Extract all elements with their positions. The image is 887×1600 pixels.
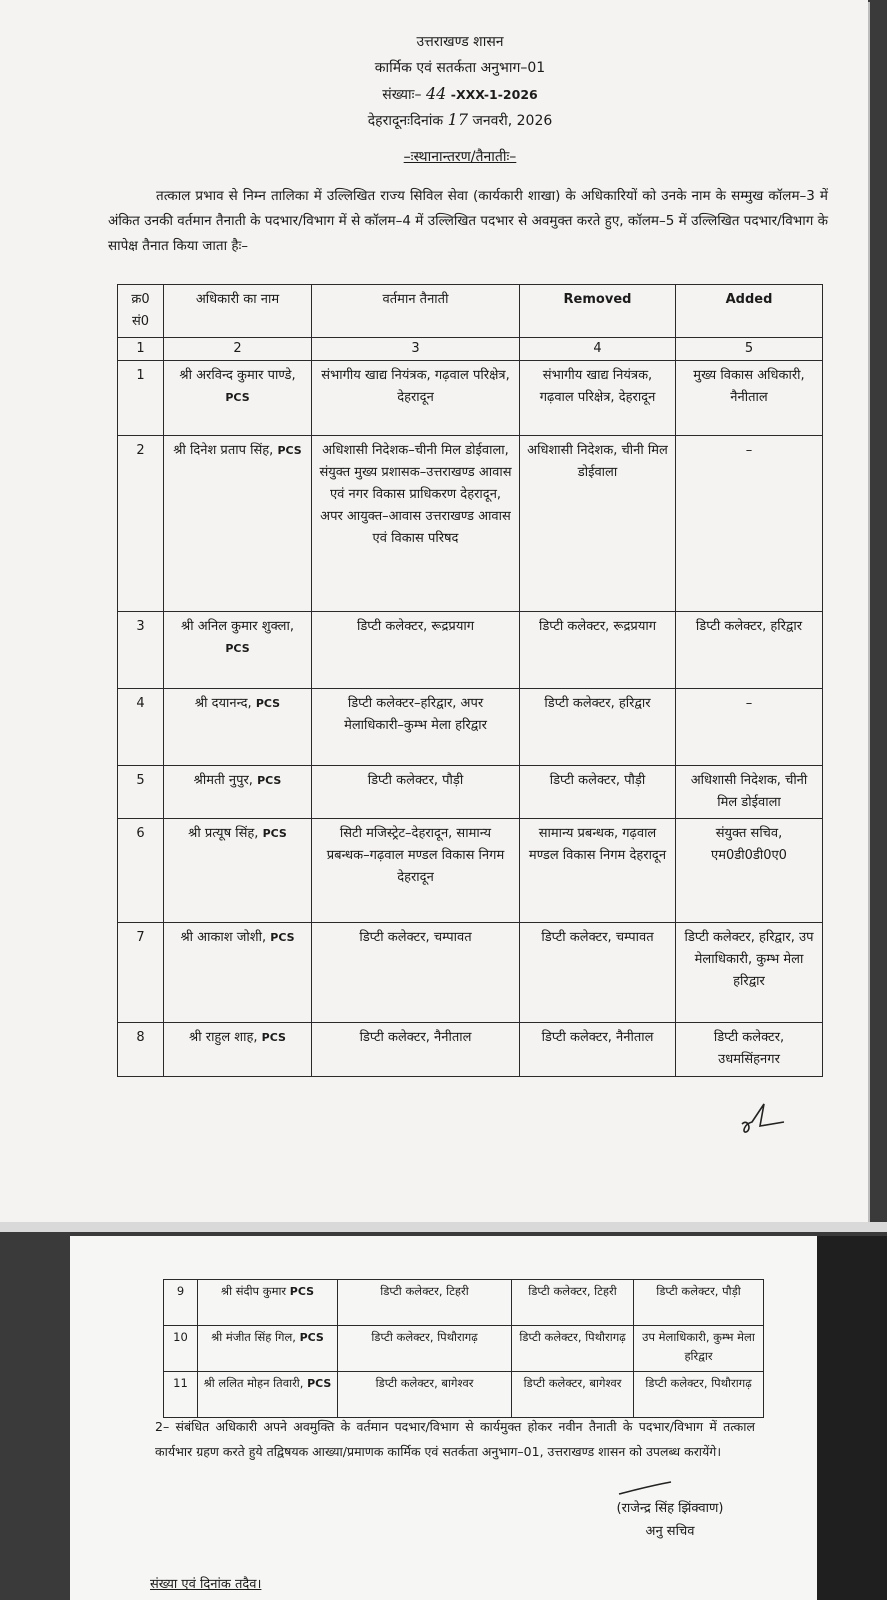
serial-cell: 8 xyxy=(118,1023,164,1077)
transfer-table-continued xyxy=(163,1279,764,1418)
officer-name: श्री संदीप कुमार xyxy=(220,1284,287,1298)
instruction-paragraph: 2– संबंधित अधिकारी अपने अवमुक्ति के वर्तमान पदभार/विभाग से कार्यमुक्त होकर नवीन तैनाती के पदभार/विभाग में तत्काल कार्यभार ग्रहण करते हुये तद्विषयक आख्या/प्रमाणक कार्मिक एवं सतर्कता अनुभाग–01, उत्तराखण्ड शासन को उपलब्ध करायेंगे। xyxy=(155,1419,755,1459)
column-number: 2 xyxy=(164,338,312,361)
header-current-posting: वर्तमान तैनाती xyxy=(312,285,520,338)
removed-cell: डिप्टी कलेक्टर, पिथौरागढ़ xyxy=(512,1326,634,1372)
officer-name-cell xyxy=(164,766,312,819)
current-posting-cell: संभागीय खाद्य नियंत्रक, गढ़वाल परिक्षेत्र, देहरादून xyxy=(312,361,520,436)
column-number: 1 xyxy=(118,338,164,361)
cadre-badge: PCS xyxy=(307,1377,332,1390)
officer-name: श्री अरविन्द कुमार पाण्डे, xyxy=(179,368,296,383)
current-posting-cell: डिप्टी कलेक्टर, टिहरी xyxy=(338,1280,512,1326)
cadre-badge: PCS xyxy=(277,444,302,457)
handwritten-number: 44 xyxy=(425,84,447,103)
subject-heading: –ःस्थानान्तरण/तैनातीः– xyxy=(403,149,517,165)
removed-cell: डिप्टी कलेक्टर, रूद्रप्रयाग xyxy=(520,612,676,689)
column-number-row xyxy=(118,338,823,361)
current-posting-cell: सिटी मजिस्ट्रेट–देहरादून, सामान्य प्रबन्धक–गढ़वाल मण्डल विकास निगम देहरादून xyxy=(312,819,520,923)
removed-cell: डिप्टी कलेक्टर, टिहरी xyxy=(512,1280,634,1326)
officer-name-cell xyxy=(198,1326,338,1372)
officer-name: श्री प्रत्यूष सिंह, xyxy=(188,826,259,841)
serial-cell: 2 xyxy=(118,436,164,612)
header-department: कार्मिक एवं सतर्कता अनुभाग–01 xyxy=(374,60,546,76)
header-date: देहरादूनःदिनांक 17 जनवरी, 2026 xyxy=(367,110,553,129)
table-header-row xyxy=(118,285,823,338)
officer-name-cell xyxy=(164,436,312,612)
serial-cell: 5 xyxy=(118,766,164,819)
cadre-badge: PCS xyxy=(270,931,295,944)
added-cell: मुख्य विकास अधिकारी, नैनीताल xyxy=(676,361,823,436)
current-posting-cell: डिप्टी कलेक्टर, पौड़ी xyxy=(312,766,520,819)
header-serial: क्र0 सं0 xyxy=(118,285,164,338)
signatory-designation: अनु सचिव xyxy=(645,1524,695,1539)
current-posting-cell: अधिशासी निदेशक–चीनी मिल डोईवाला, संयुक्त मुख्य प्रशासक–उत्तराखण्ड आवास एवं नगर विकास प्राधिकरण देहरादून, अपर आयुक्त–आवास उत्तराखण्ड आवास एवं विकास परिषद xyxy=(312,436,520,612)
transfer-table xyxy=(117,284,823,1077)
officer-name: श्रीमती नुपुर, xyxy=(193,773,253,788)
header-removed: Removed xyxy=(520,285,676,338)
cadre-badge: PCS xyxy=(255,697,281,710)
cadre-badge: PCS xyxy=(262,827,287,840)
added-cell: – xyxy=(676,436,823,612)
serial-cell: 3 xyxy=(118,612,164,689)
handwritten-day: 17 xyxy=(447,110,468,129)
cadre-badge: PCS xyxy=(289,1285,315,1298)
serial-cell: 1 xyxy=(118,361,164,436)
officer-name: श्री ललित मोहन तिवारी, xyxy=(203,1376,304,1390)
removed-cell: डिप्टी कलेक्टर, पौड़ी xyxy=(520,766,676,819)
officer-name: श्री दयानन्द, xyxy=(194,696,252,711)
current-posting-cell: डिप्टी कलेक्टर, पिथौरागढ़ xyxy=(338,1326,512,1372)
table-row xyxy=(118,819,823,923)
background-edge xyxy=(817,1236,887,1600)
table-row xyxy=(118,361,823,436)
header-added: Added xyxy=(676,285,823,338)
added-cell: उप मेलाधिकारी, कुम्भ मेला हरिद्वार xyxy=(634,1326,764,1372)
officer-name-cell xyxy=(164,361,312,436)
current-posting-cell: डिप्टी कलेक्टर, रूद्रप्रयाग xyxy=(312,612,520,689)
cadre-badge: PCS xyxy=(257,774,282,787)
officer-name-cell xyxy=(198,1280,338,1326)
table-row xyxy=(164,1280,764,1326)
cadre-badge: PCS xyxy=(299,1331,324,1344)
intro-paragraph: तत्काल प्रभाव से निम्न तालिका में उल्लिखित राज्य सिविल सेवा (कार्यकारी शाखा) के अधिकारियों को उनके नाम के सम्मुख कॉलम–3 में अंकित उनकी वर्तमान तैनाती के पदभार/विभाग में से कॉलम–4 में उल्लिखित पदभार से अवमुक्त करते हुए, कॉलम–5 में उल्लिखित पदभार/विभाग के सापेक्ष तैनात किया जाता हैः– xyxy=(108,188,828,254)
added-cell: डिप्टी कलेक्टर, पिथौरागढ़ xyxy=(634,1372,764,1418)
cadre-badge: PCS xyxy=(225,391,250,404)
serial-cell: 11 xyxy=(164,1372,198,1418)
officer-name-cell xyxy=(164,1023,312,1077)
added-cell: संयुक्त सचिव, एम0डी0डी0ए0 xyxy=(676,819,823,923)
officer-name: श्री दिनेश प्रताप सिंह, xyxy=(173,443,274,458)
removed-cell: संभागीय खाद्य नियंत्रक, गढ़वाल परिक्षेत्र, देहरादून xyxy=(520,361,676,436)
table-row xyxy=(118,923,823,1023)
current-posting-cell: डिप्टी कलेक्टर, बागेश्वर xyxy=(338,1372,512,1418)
header-officer-name: अधिकारी का नाम xyxy=(164,285,312,338)
added-cell: डिप्टी कलेक्टर, पौड़ी xyxy=(634,1280,764,1326)
serial-cell: 9 xyxy=(164,1280,198,1326)
column-number: 5 xyxy=(676,338,823,361)
serial-cell: 7 xyxy=(118,923,164,1023)
current-posting-cell: डिप्टी कलेक्टर, नैनीताल xyxy=(312,1023,520,1077)
officer-name-cell xyxy=(164,612,312,689)
cadre-badge: PCS xyxy=(261,1031,286,1044)
serial-cell: 10 xyxy=(164,1326,198,1372)
table-row xyxy=(164,1372,764,1418)
column-number: 3 xyxy=(312,338,520,361)
added-cell: – xyxy=(676,689,823,766)
table-row xyxy=(118,689,823,766)
table-row xyxy=(164,1326,764,1372)
header-reference-number: संख्याः– 44 -XXX-1-2026 xyxy=(382,84,538,103)
removed-cell: डिप्टी कलेक्टर, हरिद्वार xyxy=(520,689,676,766)
current-posting-cell: डिप्टी कलेक्टर, चम्पावत xyxy=(312,923,520,1023)
removed-cell: डिप्टी कलेक्टर, नैनीताल xyxy=(520,1023,676,1077)
officer-name: श्री मंजीत सिंह गिल, xyxy=(211,1330,296,1344)
added-cell: डिप्टी कलेक्टर, उधमसिंहनगर xyxy=(676,1023,823,1077)
officer-name-cell xyxy=(198,1372,338,1418)
added-cell: डिप्टी कलेक्टर, हरिद्वार xyxy=(676,612,823,689)
table-row xyxy=(118,612,823,689)
table-row xyxy=(118,766,823,819)
removed-cell: डिप्टी कलेक्टर, चम्पावत xyxy=(520,923,676,1023)
added-cell: डिप्टी कलेक्टर, हरिद्वार, उप मेलाधिकारी, कुम्भ मेला हरिद्वार xyxy=(676,923,823,1023)
officer-name-cell xyxy=(164,819,312,923)
signatory-block xyxy=(590,1497,750,1543)
removed-cell: सामान्य प्रबन्धक, गढ़वाल मण्डल विकास निगम देहरादून xyxy=(520,819,676,923)
removed-cell: अधिशासी निदेशक, चीनी मिल डोईवाला xyxy=(520,436,676,612)
column-number: 4 xyxy=(520,338,676,361)
officer-name-cell xyxy=(164,689,312,766)
page-gap xyxy=(0,1222,887,1232)
removed-cell: डिप्टी कलेक्टर, बागेश्वर xyxy=(512,1372,634,1418)
footer-reference: संख्या एवं दिनांक तदैव। xyxy=(150,1577,262,1592)
table-row xyxy=(118,1023,823,1077)
officer-name: श्री आकाश जोशी, xyxy=(180,930,267,945)
current-posting-cell: डिप्टी कलेक्टर–हरिद्वार, अपर मेलाधिकारी–कुम्भ मेला हरिद्वार xyxy=(312,689,520,766)
cadre-badge: PCS xyxy=(225,642,250,655)
initials-signature xyxy=(738,1100,788,1134)
header-government: उत्तराखण्ड शासन xyxy=(416,34,504,50)
serial-cell: 4 xyxy=(118,689,164,766)
signatory-name: (राजेन्द्र सिंह झिंक्वाण) xyxy=(616,1501,724,1516)
officer-name: श्री राहुल शाह, xyxy=(189,1030,258,1045)
officer-name-cell xyxy=(164,923,312,1023)
officer-name: श्री अनिल कुमार शुक्ला, xyxy=(181,619,294,634)
added-cell: अधिशासी निदेशक, चीनी मिल डोईवाला xyxy=(676,766,823,819)
serial-cell: 6 xyxy=(118,819,164,923)
signature-stroke xyxy=(615,1480,675,1498)
table-row xyxy=(118,436,823,612)
